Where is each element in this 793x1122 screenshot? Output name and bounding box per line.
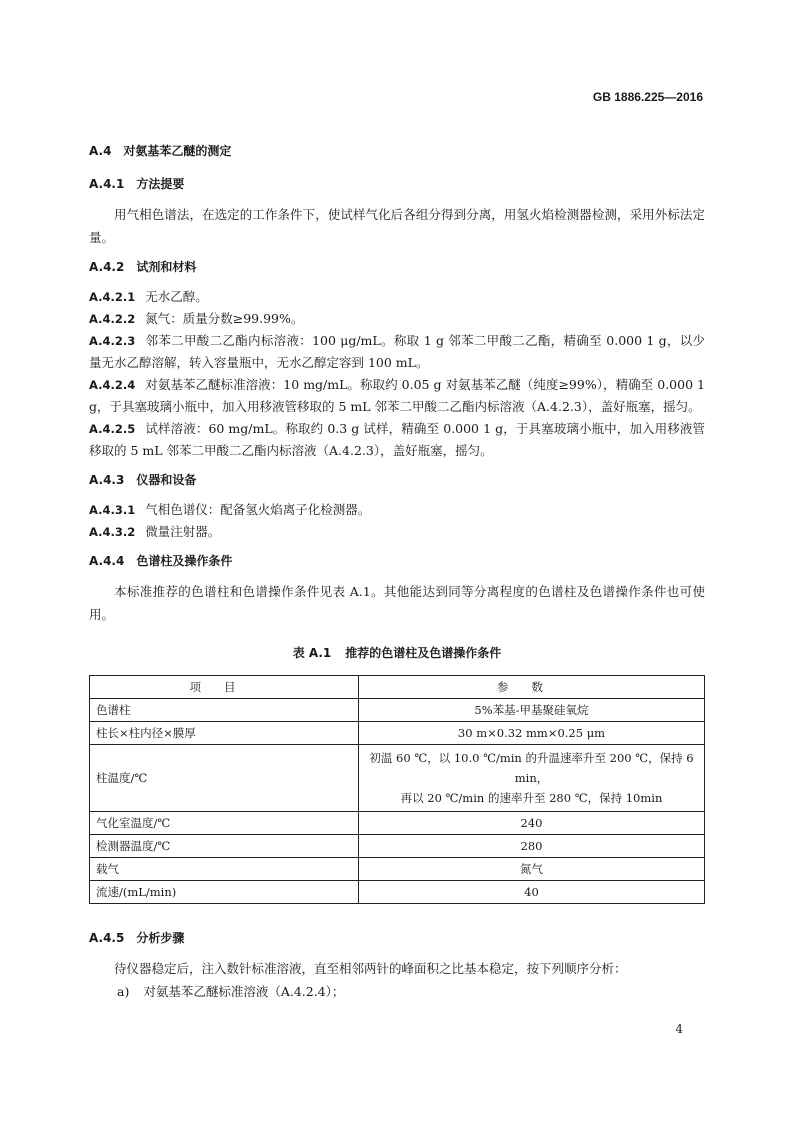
table-cell: 40 bbox=[359, 881, 705, 904]
table-cell-line: 再以 20 ℃/min 的速率升至 280 ℃，保持 10min bbox=[400, 791, 663, 805]
table-cell: 气化室温度/℃ bbox=[90, 812, 359, 835]
table-row bbox=[90, 835, 705, 858]
list-item: A.4.2.4 对氨基苯乙醚标准溶液：10 mg/mL。称取约 0.05 g 对氨基苯乙醚（纯度≥99%），精确至 0.000 1 g，于具塞玻璃小瓶中，加入用移液管移取的 5 mL 邻苯二甲酸二乙酯内标溶液（A.4.2.3），盖好瓶塞，摇匀。 bbox=[89, 377, 705, 414]
page-number: 4 bbox=[675, 1022, 683, 1036]
list-item: A.4.2.1 无水乙醇。 bbox=[89, 289, 208, 304]
table-cell: 柱温度/℃ bbox=[90, 745, 359, 812]
standard-number: GB 1886.225—2016 bbox=[592, 90, 703, 104]
table-cell: 5%苯基-甲基聚硅氧烷 bbox=[359, 699, 705, 722]
table-header-row bbox=[90, 676, 705, 699]
list-item: A.4.3.1 气相色谱仪：配备氢火焰离子化检测器。 bbox=[89, 502, 371, 517]
section-heading-a4: A.4 对氨基苯乙醚的测定 bbox=[89, 144, 232, 158]
table-row bbox=[90, 722, 705, 745]
section-heading-a42: A.4.2 试剂和材料 bbox=[89, 260, 197, 274]
section-heading-a45: A.4.5 分析步骤 bbox=[89, 931, 185, 945]
list-item: A.4.3.2 微量注射器。 bbox=[89, 524, 221, 539]
paragraph-column-conditions: 本标准推荐的色谱柱和色谱操作条件见表 A.1。其他能达到同等分离程度的色谱柱及色谱操作条件也可使用。 bbox=[89, 584, 705, 622]
table-caption: 表 A.1 推荐的色谱柱及色谱操作条件 bbox=[292, 646, 502, 660]
table-cell: 载气 bbox=[90, 858, 359, 881]
table-cell-line: 初温 60 ℃，以 10.0 ℃/min 的升温速率升至 200 ℃，保持 6 min， bbox=[369, 751, 694, 785]
document-body bbox=[89, 143, 705, 1003]
list-item: A.4.2.5 试样溶液：60 mg/mL。称取约 0.3 g 试样，精确至 0.000 1 g，于具塞玻璃小瓶中，加入用移液管移取的 5 mL 邻苯二甲酸二乙酯内标溶液（A.4.2.3），盖好瓶塞，摇匀。 bbox=[89, 421, 705, 458]
table-cell: 280 bbox=[359, 835, 705, 858]
table-row bbox=[90, 812, 705, 835]
table-row bbox=[90, 858, 705, 881]
table-cell bbox=[359, 745, 705, 812]
table-row bbox=[90, 745, 705, 812]
conditions-table bbox=[89, 675, 705, 904]
table-cell: 240 bbox=[359, 812, 705, 835]
table-cell: 检测器温度/℃ bbox=[90, 835, 359, 858]
table-cell: 柱长×柱内径×膜厚 bbox=[90, 722, 359, 745]
list-item: A.4.2.3 邻苯二甲酸二乙酯内标溶液：100 μg/mL。称取 1 g 邻苯二甲酸二乙酯，精确至 0.000 1 g，以少量无水乙醇溶解，转入容量瓶中，无水乙醇定容到 100 mL。 bbox=[89, 333, 705, 370]
list-item: a) 对氨基苯乙醚标准溶液（A.4.2.4）； bbox=[117, 984, 345, 999]
table-cell: 流速/(mL/min) bbox=[90, 881, 359, 904]
section-heading-a43: A.4.3 仪器和设备 bbox=[89, 473, 197, 487]
section-heading-a44: A.4.4 色谱柱及操作条件 bbox=[89, 554, 233, 568]
table-header-value: 参数 bbox=[359, 676, 705, 699]
table-cell: 氮气 bbox=[359, 858, 705, 881]
table-row bbox=[90, 699, 705, 722]
section-heading-a41: A.4.1 方法提要 bbox=[89, 177, 185, 191]
paragraph-method-summary: 用气相色谱法，在选定的工作条件下，使试样气化后各组分得到分离，用氢火焰检测器检测，采用外标法定量。 bbox=[89, 207, 705, 245]
table-cell: 30 m×0.32 mm×0.25 μm bbox=[359, 722, 705, 745]
list-item: A.4.2.2 氮气：质量分数≥99.99%。 bbox=[89, 311, 304, 326]
paragraph-analysis-steps: 待仪器稳定后，注入数针标准溶液，直至相邻两针的峰面积之比基本稳定，按下列顺序分析： bbox=[114, 961, 627, 976]
table-header-item: 项目 bbox=[90, 676, 359, 699]
table-cell: 色谱柱 bbox=[90, 699, 359, 722]
table-row bbox=[90, 881, 705, 904]
